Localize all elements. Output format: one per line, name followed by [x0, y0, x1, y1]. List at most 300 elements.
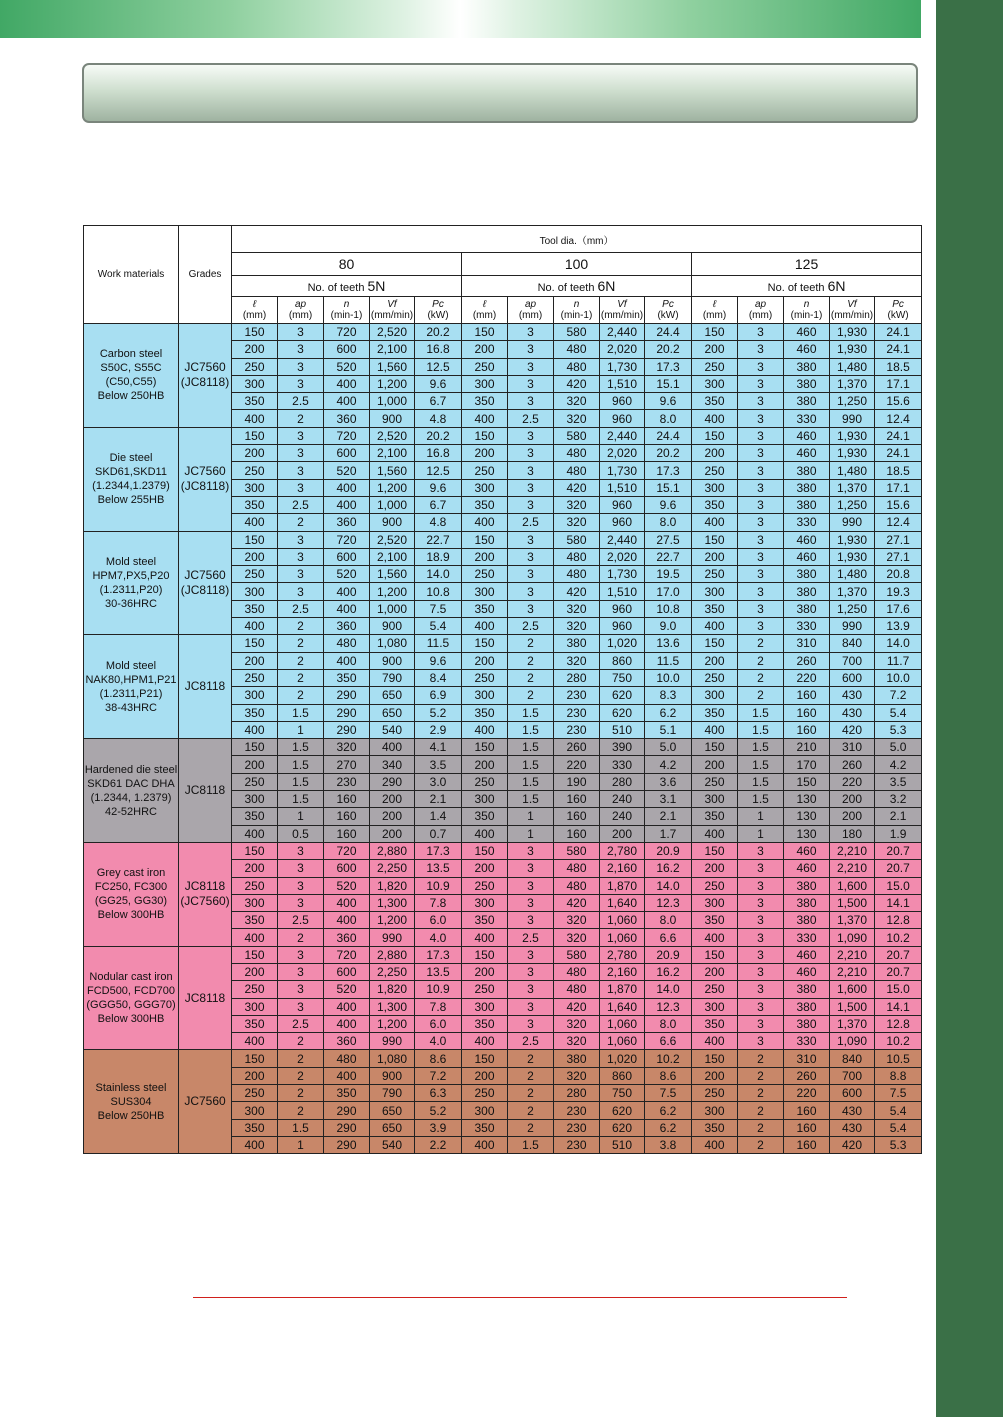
value-cell: 3	[278, 963, 324, 980]
value-cell: 300	[462, 1102, 508, 1119]
value-cell: 230	[554, 687, 600, 704]
value-cell: 350	[324, 1085, 370, 1102]
value-cell: 230	[554, 1119, 600, 1136]
value-cell: 150	[462, 946, 508, 963]
value-cell: 990	[830, 618, 875, 635]
value-cell: 1,510	[600, 479, 645, 496]
work-material-cell: Mold steel NAK80,HPM1,P21 (1.2311,P21) 38-43HRC	[84, 635, 179, 739]
value-cell: 2	[278, 514, 324, 531]
value-cell: 7.5	[415, 600, 462, 617]
table-row	[84, 946, 922, 963]
value-cell: 620	[600, 704, 645, 721]
value-cell: 24.1	[875, 341, 922, 358]
value-cell: 200	[692, 341, 738, 358]
value-cell: 460	[784, 445, 830, 462]
value-cell: 19.5	[645, 566, 692, 583]
value-cell: 900	[370, 1067, 415, 1084]
value-cell: 160	[324, 791, 370, 808]
value-cell: 2,160	[600, 860, 645, 877]
value-cell: 380	[784, 877, 830, 894]
value-cell: 300	[462, 687, 508, 704]
footer-rule	[193, 1297, 847, 1298]
value-cell: 960	[600, 600, 645, 617]
value-cell: 5.4	[415, 618, 462, 635]
value-cell: 3	[508, 462, 554, 479]
value-cell: 3	[738, 1033, 784, 1050]
value-cell: 200	[692, 860, 738, 877]
value-cell: 3	[278, 998, 324, 1015]
value-cell: 9.6	[415, 652, 462, 669]
value-cell: 3.9	[415, 1119, 462, 1136]
value-cell: 13.6	[645, 635, 692, 652]
value-cell: 3	[278, 324, 324, 341]
grades-header: Grades	[179, 226, 232, 324]
value-cell: 1,930	[830, 427, 875, 444]
value-cell: 160	[784, 687, 830, 704]
value-cell: 430	[830, 1102, 875, 1119]
value-cell: 3.5	[415, 756, 462, 773]
value-cell: 300	[462, 375, 508, 392]
grade-cell: JC8118	[179, 635, 232, 739]
value-cell: 3.5	[875, 773, 922, 790]
value-cell: 400	[232, 929, 278, 946]
value-cell: 460	[784, 531, 830, 548]
value-cell: 230	[554, 1102, 600, 1119]
value-cell: 300	[232, 998, 278, 1015]
value-cell: 160	[324, 808, 370, 825]
value-cell: 7.2	[875, 687, 922, 704]
value-cell: 250	[692, 981, 738, 998]
value-cell: 1	[738, 825, 784, 842]
value-cell: 17.3	[645, 358, 692, 375]
value-cell: 200	[462, 548, 508, 565]
value-cell: 960	[600, 618, 645, 635]
value-cell: 6.7	[415, 393, 462, 410]
value-cell: 20.7	[875, 946, 922, 963]
value-cell: 2,100	[370, 445, 415, 462]
value-cell: 2,780	[600, 842, 645, 859]
value-cell: 250	[232, 462, 278, 479]
value-cell: 8.6	[645, 1067, 692, 1084]
value-cell: 9.6	[415, 375, 462, 392]
value-cell: 400	[462, 1136, 508, 1153]
value-cell: 2	[738, 1102, 784, 1119]
value-cell: 290	[324, 1119, 370, 1136]
value-cell: 12.5	[415, 358, 462, 375]
value-cell: 1,000	[370, 600, 415, 617]
param-header: Pc (kW)	[415, 297, 462, 324]
value-cell: 3	[508, 981, 554, 998]
value-cell: 4.0	[415, 1033, 462, 1050]
value-cell: 200	[462, 1067, 508, 1084]
value-cell: 300	[692, 998, 738, 1015]
value-cell: 2,210	[830, 860, 875, 877]
value-cell: 17.3	[415, 946, 462, 963]
value-cell: 400	[324, 652, 370, 669]
value-cell: 200	[232, 1067, 278, 1084]
value-cell: 1,090	[830, 929, 875, 946]
value-cell: 400	[232, 514, 278, 531]
value-cell: 380	[784, 375, 830, 392]
value-cell: 460	[784, 842, 830, 859]
value-cell: 400	[692, 1033, 738, 1050]
value-cell: 300	[692, 791, 738, 808]
value-cell: 11.5	[415, 635, 462, 652]
param-header: Vf (mm/min)	[830, 297, 875, 324]
value-cell: 2	[508, 1085, 554, 1102]
value-cell: 520	[324, 358, 370, 375]
param-header: ap (mm)	[508, 297, 554, 324]
value-cell: 14.0	[645, 877, 692, 894]
value-cell: 2	[738, 1067, 784, 1084]
tool-dia-header: Tool dia.（mm）	[232, 226, 922, 253]
value-cell: 1,250	[830, 496, 875, 513]
value-cell: 15.6	[875, 393, 922, 410]
value-cell: 3.6	[645, 773, 692, 790]
value-cell: 2	[508, 1119, 554, 1136]
value-cell: 1,510	[600, 375, 645, 392]
teeth-100-header: No. of teeth 6N	[462, 276, 692, 297]
value-cell: 2,440	[600, 531, 645, 548]
value-cell: 10.8	[645, 600, 692, 617]
value-cell: 9.6	[415, 479, 462, 496]
value-cell: 480	[554, 341, 600, 358]
value-cell: 320	[554, 618, 600, 635]
value-cell: 200	[830, 808, 875, 825]
value-cell: 350	[462, 496, 508, 513]
value-cell: 18.5	[875, 358, 922, 375]
value-cell: 15.1	[645, 479, 692, 496]
value-cell: 260	[784, 1067, 830, 1084]
value-cell: 400	[232, 825, 278, 842]
value-cell: 2,520	[370, 531, 415, 548]
value-cell: 160	[554, 808, 600, 825]
value-cell: 380	[784, 600, 830, 617]
value-cell: 460	[784, 341, 830, 358]
value-cell: 290	[324, 1136, 370, 1153]
value-cell: 2.5	[278, 393, 324, 410]
value-cell: 1,060	[600, 1033, 645, 1050]
value-cell: 900	[370, 618, 415, 635]
value-cell: 400	[324, 583, 370, 600]
value-cell: 3	[508, 427, 554, 444]
value-cell: 1,090	[830, 1033, 875, 1050]
grade-cell: JC8118	[179, 946, 232, 1050]
value-cell: 840	[830, 635, 875, 652]
value-cell: 1	[278, 808, 324, 825]
value-cell: 300	[232, 687, 278, 704]
value-cell: 16.2	[645, 963, 692, 980]
value-cell: 1,730	[600, 566, 645, 583]
value-cell: 380	[784, 393, 830, 410]
value-cell: 190	[554, 773, 600, 790]
value-cell: 990	[370, 1033, 415, 1050]
value-cell: 6.6	[645, 1033, 692, 1050]
value-cell: 300	[462, 894, 508, 911]
cutting-conditions-table	[83, 225, 922, 1154]
value-cell: 200	[232, 963, 278, 980]
value-cell: 300	[462, 791, 508, 808]
value-cell: 6.3	[415, 1085, 462, 1102]
value-cell: 2.1	[415, 791, 462, 808]
value-cell: 520	[324, 462, 370, 479]
value-cell: 250	[462, 773, 508, 790]
value-cell: 2,100	[370, 548, 415, 565]
value-cell: 380	[784, 981, 830, 998]
value-cell: 1,500	[830, 998, 875, 1015]
value-cell: 1.5	[508, 756, 554, 773]
value-cell: 480	[554, 981, 600, 998]
value-cell: 430	[830, 1119, 875, 1136]
value-cell: 160	[784, 1136, 830, 1153]
value-cell: 390	[600, 739, 645, 756]
value-cell: 1,370	[830, 583, 875, 600]
value-cell: 330	[784, 514, 830, 531]
param-header: Vf (mm/min)	[370, 297, 415, 324]
value-cell: 720	[324, 531, 370, 548]
value-cell: 350	[462, 704, 508, 721]
value-cell: 16.2	[645, 860, 692, 877]
value-cell: 400	[232, 618, 278, 635]
value-cell: 2	[278, 1102, 324, 1119]
value-cell: 480	[554, 877, 600, 894]
value-cell: 1,370	[830, 912, 875, 929]
value-cell: 5.1	[645, 721, 692, 738]
value-cell: 4.2	[645, 756, 692, 773]
value-cell: 2	[508, 669, 554, 686]
work-material-cell: Mold steel HPM7,PX5,P20 (1.2311,P20) 30-36HRC	[84, 531, 179, 635]
param-header: ap (mm)	[738, 297, 784, 324]
value-cell: 1.7	[645, 825, 692, 842]
table-row	[84, 427, 922, 444]
value-cell: 1,300	[370, 998, 415, 1015]
value-cell: 250	[462, 462, 508, 479]
value-cell: 350	[692, 600, 738, 617]
side-tab-bar	[936, 0, 1003, 1417]
value-cell: 580	[554, 427, 600, 444]
value-cell: 1,200	[370, 1015, 415, 1032]
value-cell: 2	[738, 669, 784, 686]
value-cell: 3	[508, 531, 554, 548]
value-cell: 130	[784, 825, 830, 842]
value-cell: 3	[278, 894, 324, 911]
value-cell: 160	[784, 1102, 830, 1119]
value-cell: 9.0	[645, 618, 692, 635]
value-cell: 750	[600, 1085, 645, 1102]
value-cell: 10.9	[415, 981, 462, 998]
value-cell: 2	[738, 687, 784, 704]
value-cell: 150	[232, 1050, 278, 1067]
value-cell: 3	[508, 548, 554, 565]
value-cell: 350	[692, 1119, 738, 1136]
value-cell: 350	[232, 1119, 278, 1136]
value-cell: 3	[278, 548, 324, 565]
value-cell: 1,020	[600, 1050, 645, 1067]
value-cell: 400	[324, 1067, 370, 1084]
value-cell: 2	[278, 410, 324, 427]
value-cell: 620	[600, 687, 645, 704]
value-cell: 220	[830, 773, 875, 790]
value-cell: 20.9	[645, 842, 692, 859]
value-cell: 400	[232, 721, 278, 738]
value-cell: 480	[324, 635, 370, 652]
value-cell: 2	[278, 687, 324, 704]
value-cell: 350	[692, 912, 738, 929]
value-cell: 160	[554, 791, 600, 808]
value-cell: 1	[508, 825, 554, 842]
value-cell: 15.6	[875, 496, 922, 513]
grade-cell: JC8118 (JC7560)	[179, 842, 232, 946]
value-cell: 2,440	[600, 324, 645, 341]
value-cell: 3	[738, 548, 784, 565]
value-cell: 3	[508, 375, 554, 392]
value-cell: 480	[554, 445, 600, 462]
value-cell: 160	[784, 721, 830, 738]
value-cell: 620	[600, 1119, 645, 1136]
value-cell: 150	[462, 531, 508, 548]
value-cell: 580	[554, 842, 600, 859]
value-cell: 2,160	[600, 963, 645, 980]
value-cell: 2.5	[508, 929, 554, 946]
value-cell: 3	[508, 445, 554, 462]
value-cell: 350	[232, 704, 278, 721]
value-cell: 150	[692, 739, 738, 756]
value-cell: 400	[324, 998, 370, 1015]
value-cell: 520	[324, 981, 370, 998]
value-cell: 350	[232, 1015, 278, 1032]
value-cell: 3	[738, 600, 784, 617]
value-cell: 200	[462, 756, 508, 773]
value-cell: 1.5	[738, 773, 784, 790]
value-cell: 1,640	[600, 894, 645, 911]
value-cell: 400	[462, 825, 508, 842]
value-cell: 1,200	[370, 583, 415, 600]
value-cell: 150	[462, 427, 508, 444]
value-cell: 2,100	[370, 341, 415, 358]
value-cell: 300	[232, 894, 278, 911]
value-cell: 1,000	[370, 393, 415, 410]
value-cell: 4.1	[415, 739, 462, 756]
grade-cell: JC8118	[179, 739, 232, 843]
value-cell: 4.0	[415, 929, 462, 946]
value-cell: 420	[554, 479, 600, 496]
value-cell: 200	[830, 791, 875, 808]
value-cell: 2.2	[415, 1136, 462, 1153]
value-cell: 250	[692, 877, 738, 894]
value-cell: 400	[692, 825, 738, 842]
value-cell: 720	[324, 427, 370, 444]
value-cell: 420	[554, 583, 600, 600]
value-cell: 2	[738, 1085, 784, 1102]
value-cell: 3	[278, 479, 324, 496]
value-cell: 380	[784, 894, 830, 911]
value-cell: 3	[278, 981, 324, 998]
value-cell: 400	[232, 410, 278, 427]
value-cell: 250	[462, 877, 508, 894]
value-cell: 300	[232, 583, 278, 600]
value-cell: 2	[738, 635, 784, 652]
value-cell: 380	[554, 635, 600, 652]
value-cell: 380	[784, 566, 830, 583]
value-cell: 360	[324, 1033, 370, 1050]
value-cell: 9.6	[645, 496, 692, 513]
dia-100-header: 100	[462, 253, 692, 276]
value-cell: 460	[784, 963, 830, 980]
value-cell: 400	[462, 514, 508, 531]
value-cell: 900	[370, 514, 415, 531]
value-cell: 420	[554, 894, 600, 911]
value-cell: 1,600	[830, 877, 875, 894]
value-cell: 310	[830, 739, 875, 756]
value-cell: 290	[370, 773, 415, 790]
value-cell: 2	[738, 652, 784, 669]
value-cell: 2,780	[600, 946, 645, 963]
value-cell: 200	[462, 860, 508, 877]
value-cell: 2	[278, 1067, 324, 1084]
value-cell: 220	[554, 756, 600, 773]
value-cell: 3	[278, 358, 324, 375]
value-cell: 300	[692, 687, 738, 704]
value-cell: 200	[692, 652, 738, 669]
value-cell: 3	[738, 946, 784, 963]
value-cell: 2.9	[415, 721, 462, 738]
value-cell: 200	[462, 341, 508, 358]
value-cell: 250	[232, 877, 278, 894]
value-cell: 24.1	[875, 445, 922, 462]
value-cell: 1,200	[370, 375, 415, 392]
value-cell: 400	[324, 496, 370, 513]
value-cell: 3	[508, 860, 554, 877]
param-header: n (min-1)	[784, 297, 830, 324]
value-cell: 300	[232, 479, 278, 496]
value-cell: 18.5	[875, 462, 922, 479]
value-cell: 600	[324, 860, 370, 877]
value-cell: 2	[508, 1050, 554, 1067]
value-cell: 840	[830, 1050, 875, 1067]
value-cell: 180	[830, 825, 875, 842]
value-cell: 14.0	[415, 566, 462, 583]
value-cell: 3	[278, 566, 324, 583]
value-cell: 4.8	[415, 410, 462, 427]
value-cell: 320	[554, 1015, 600, 1032]
value-cell: 27.1	[875, 531, 922, 548]
value-cell: 990	[830, 514, 875, 531]
value-cell: 3	[508, 341, 554, 358]
value-cell: 960	[600, 393, 645, 410]
value-cell: 3	[738, 981, 784, 998]
value-cell: 12.8	[875, 912, 922, 929]
value-cell: 2	[738, 1119, 784, 1136]
value-cell: 1.4	[415, 808, 462, 825]
value-cell: 1,060	[600, 912, 645, 929]
value-cell: 600	[830, 1085, 875, 1102]
value-cell: 380	[784, 998, 830, 1015]
value-cell: 400	[462, 618, 508, 635]
value-cell: 1.5	[508, 704, 554, 721]
value-cell: 620	[600, 1102, 645, 1119]
value-cell: 210	[784, 739, 830, 756]
value-cell: 6.2	[645, 704, 692, 721]
value-cell: 650	[370, 704, 415, 721]
value-cell: 3	[508, 358, 554, 375]
value-cell: 350	[232, 600, 278, 617]
value-cell: 1,370	[830, 375, 875, 392]
value-cell: 6.0	[415, 912, 462, 929]
param-header: ℓ (mm)	[692, 297, 738, 324]
value-cell: 1,930	[830, 324, 875, 341]
value-cell: 400	[324, 912, 370, 929]
value-cell: 2	[278, 1033, 324, 1050]
